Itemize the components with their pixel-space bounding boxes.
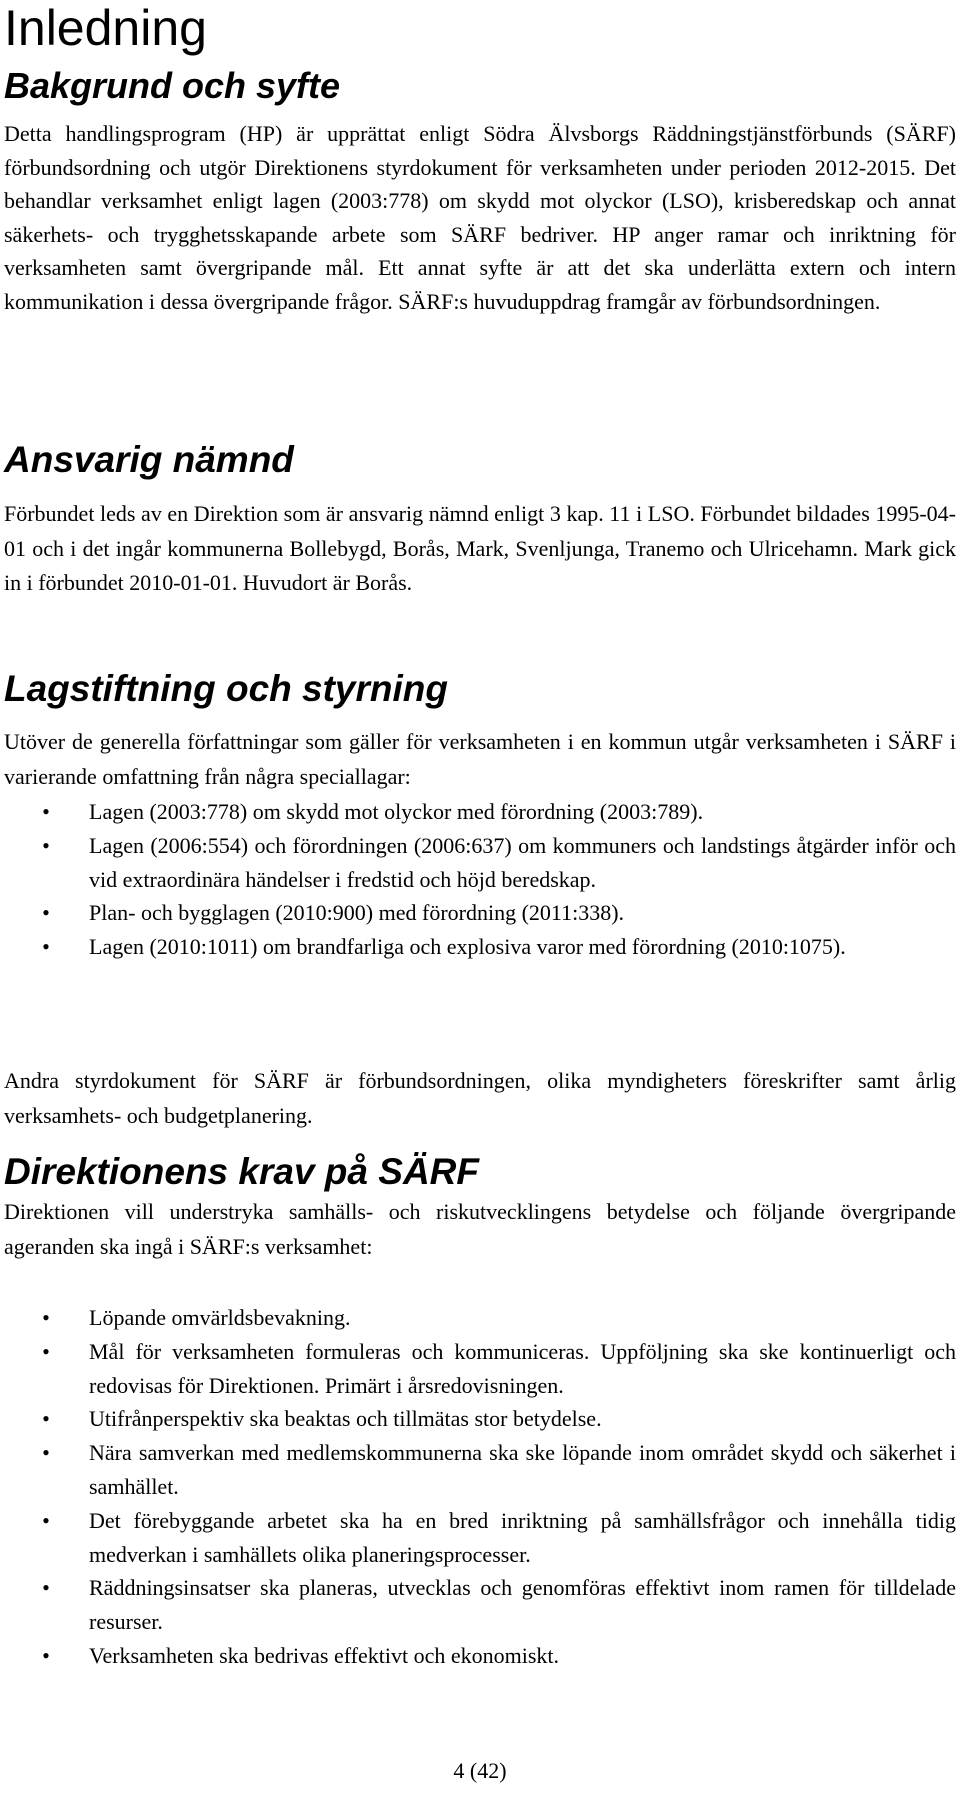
list-item: • Lagen (2010:1011) om brandfarliga och explosiva varor med förordning (2010:1075). [0, 930, 956, 964]
list-item: • Nära samverkan med medlemskommunerna ska ske löpande inom området skydd och säkerhet i samhället. [0, 1436, 956, 1504]
bullet-icon: • [42, 832, 50, 858]
bullet-icon: • [42, 1338, 50, 1364]
list-lagstiftning [0, 795, 956, 964]
bullet-icon: • [42, 1406, 50, 1432]
bullet-icon: • [42, 1575, 50, 1601]
list-item: • Det förebyggande arbetet ska ha en bred inriktning på samhällsfrågor och innehålla tidig medverkan i samhällets olika planeringsprocesser. [0, 1504, 956, 1572]
list-item: • Räddningsinsatser ska planeras, utvecklas och genomföras effektivt inom ramen för tilldelade resurser. [0, 1571, 956, 1639]
paragraph-lagstiftning-intro: Utöver de generella författningar som gäller för verksamheten i en kommun utgår verksamheten i SÄRF i varierande omfattning från några speciallagar: [4, 729, 956, 789]
list-item: • Utifrånperspektiv ska beaktas och tillmätas stor betydelse. [0, 1402, 956, 1436]
heading-lagstiftning: Lagstiftning och styrning [4, 668, 448, 709]
page-number: 4 (42) [453, 1758, 507, 1783]
bullet-icon: • [42, 1507, 50, 1533]
list-item: • Lagen (2003:778) om skydd mot olyckor med förordning (2003:789). [0, 795, 956, 829]
list-item: • Verksamheten ska bedrivas effektivt och ekonomiskt. [0, 1639, 956, 1673]
paragraph-bakgrund: Detta handlingsprogram (HP) är upprättat enligt Södra Älvsborgs Räddningstjänstförbunds (SÄRF) förbundsordning och utgör Direktionens styrdokument för verksamheten under perioden 2012-2015. Det behandlar verksamhet enligt lagen (2003:778) om skydd mot olyckor (LSO), krisberedskap och annat säkerhets- och trygghetsskapande arbete som SÄRF bedriver. HP anger ramar och inriktning för verksamheten samt övergripande mål. Ett annat syfte är att det ska underlätta extern och intern kommunikation i dessa övergripande frågor. SÄRF:s huvuduppdrag framgår av förbundsordningen. [4, 121, 956, 314]
bullet-icon: • [42, 1642, 50, 1668]
bullet-icon: • [42, 1305, 50, 1330]
heading-bakgrund: Bakgrund och syfte [4, 65, 341, 106]
heading-ansvarig: Ansvarig nämnd [4, 439, 294, 480]
paragraph-ansvarig: Förbundet leds av en Direktion som är ansvarig nämnd enligt 3 kap. 11 i LSO. Förbundet bildades 1995-04-01 och i det ingår kommunerna Bollebygd, Borås, Mark, Svenljunga, Tranemo och Ulricehamn. Mark gick in i förbundet 2010-01-01. Huvudort är Borås. [4, 501, 956, 595]
page-title: Inledning [4, 0, 207, 56]
list-item: • Mål för verksamheten formuleras och kommuniceras. Uppföljning ska ske kontinuerligt och redovisas för Direktionen. Primärt i årsredovisningen. [0, 1335, 956, 1403]
list-item: • Plan- och bygglagen (2010:900) med förordning (2011:338). [0, 896, 956, 930]
paragraph-krav-intro: Direktionen vill understryka samhälls- och riskutvecklingens betydelse och följande övergripande ageranden ska ingå i SÄRF:s verksamhet: [4, 1199, 956, 1259]
bullet-icon: • [42, 1440, 50, 1466]
list-item: • Lagen (2006:554) och förordningen (2006:637) om kommuners och landstings åtgärder inför och vid extraordinära händelser i fredstid och höjd beredskap. [0, 829, 956, 897]
list-item: • Löpande omvärldsbevakning. [0, 1301, 956, 1335]
heading-krav: Direktionens krav på SÄRF [4, 1151, 479, 1192]
bullet-icon: • [42, 799, 50, 824]
bullet-icon: • [42, 934, 50, 960]
list-krav [0, 1301, 956, 1673]
paragraph-lagstiftning-closing: Andra styrdokument för SÄRF är förbundsordningen, olika myndigheters föreskrifter samt årlig verksamhets- och budgetplanering. [4, 1068, 956, 1128]
bullet-icon: • [42, 900, 50, 926]
